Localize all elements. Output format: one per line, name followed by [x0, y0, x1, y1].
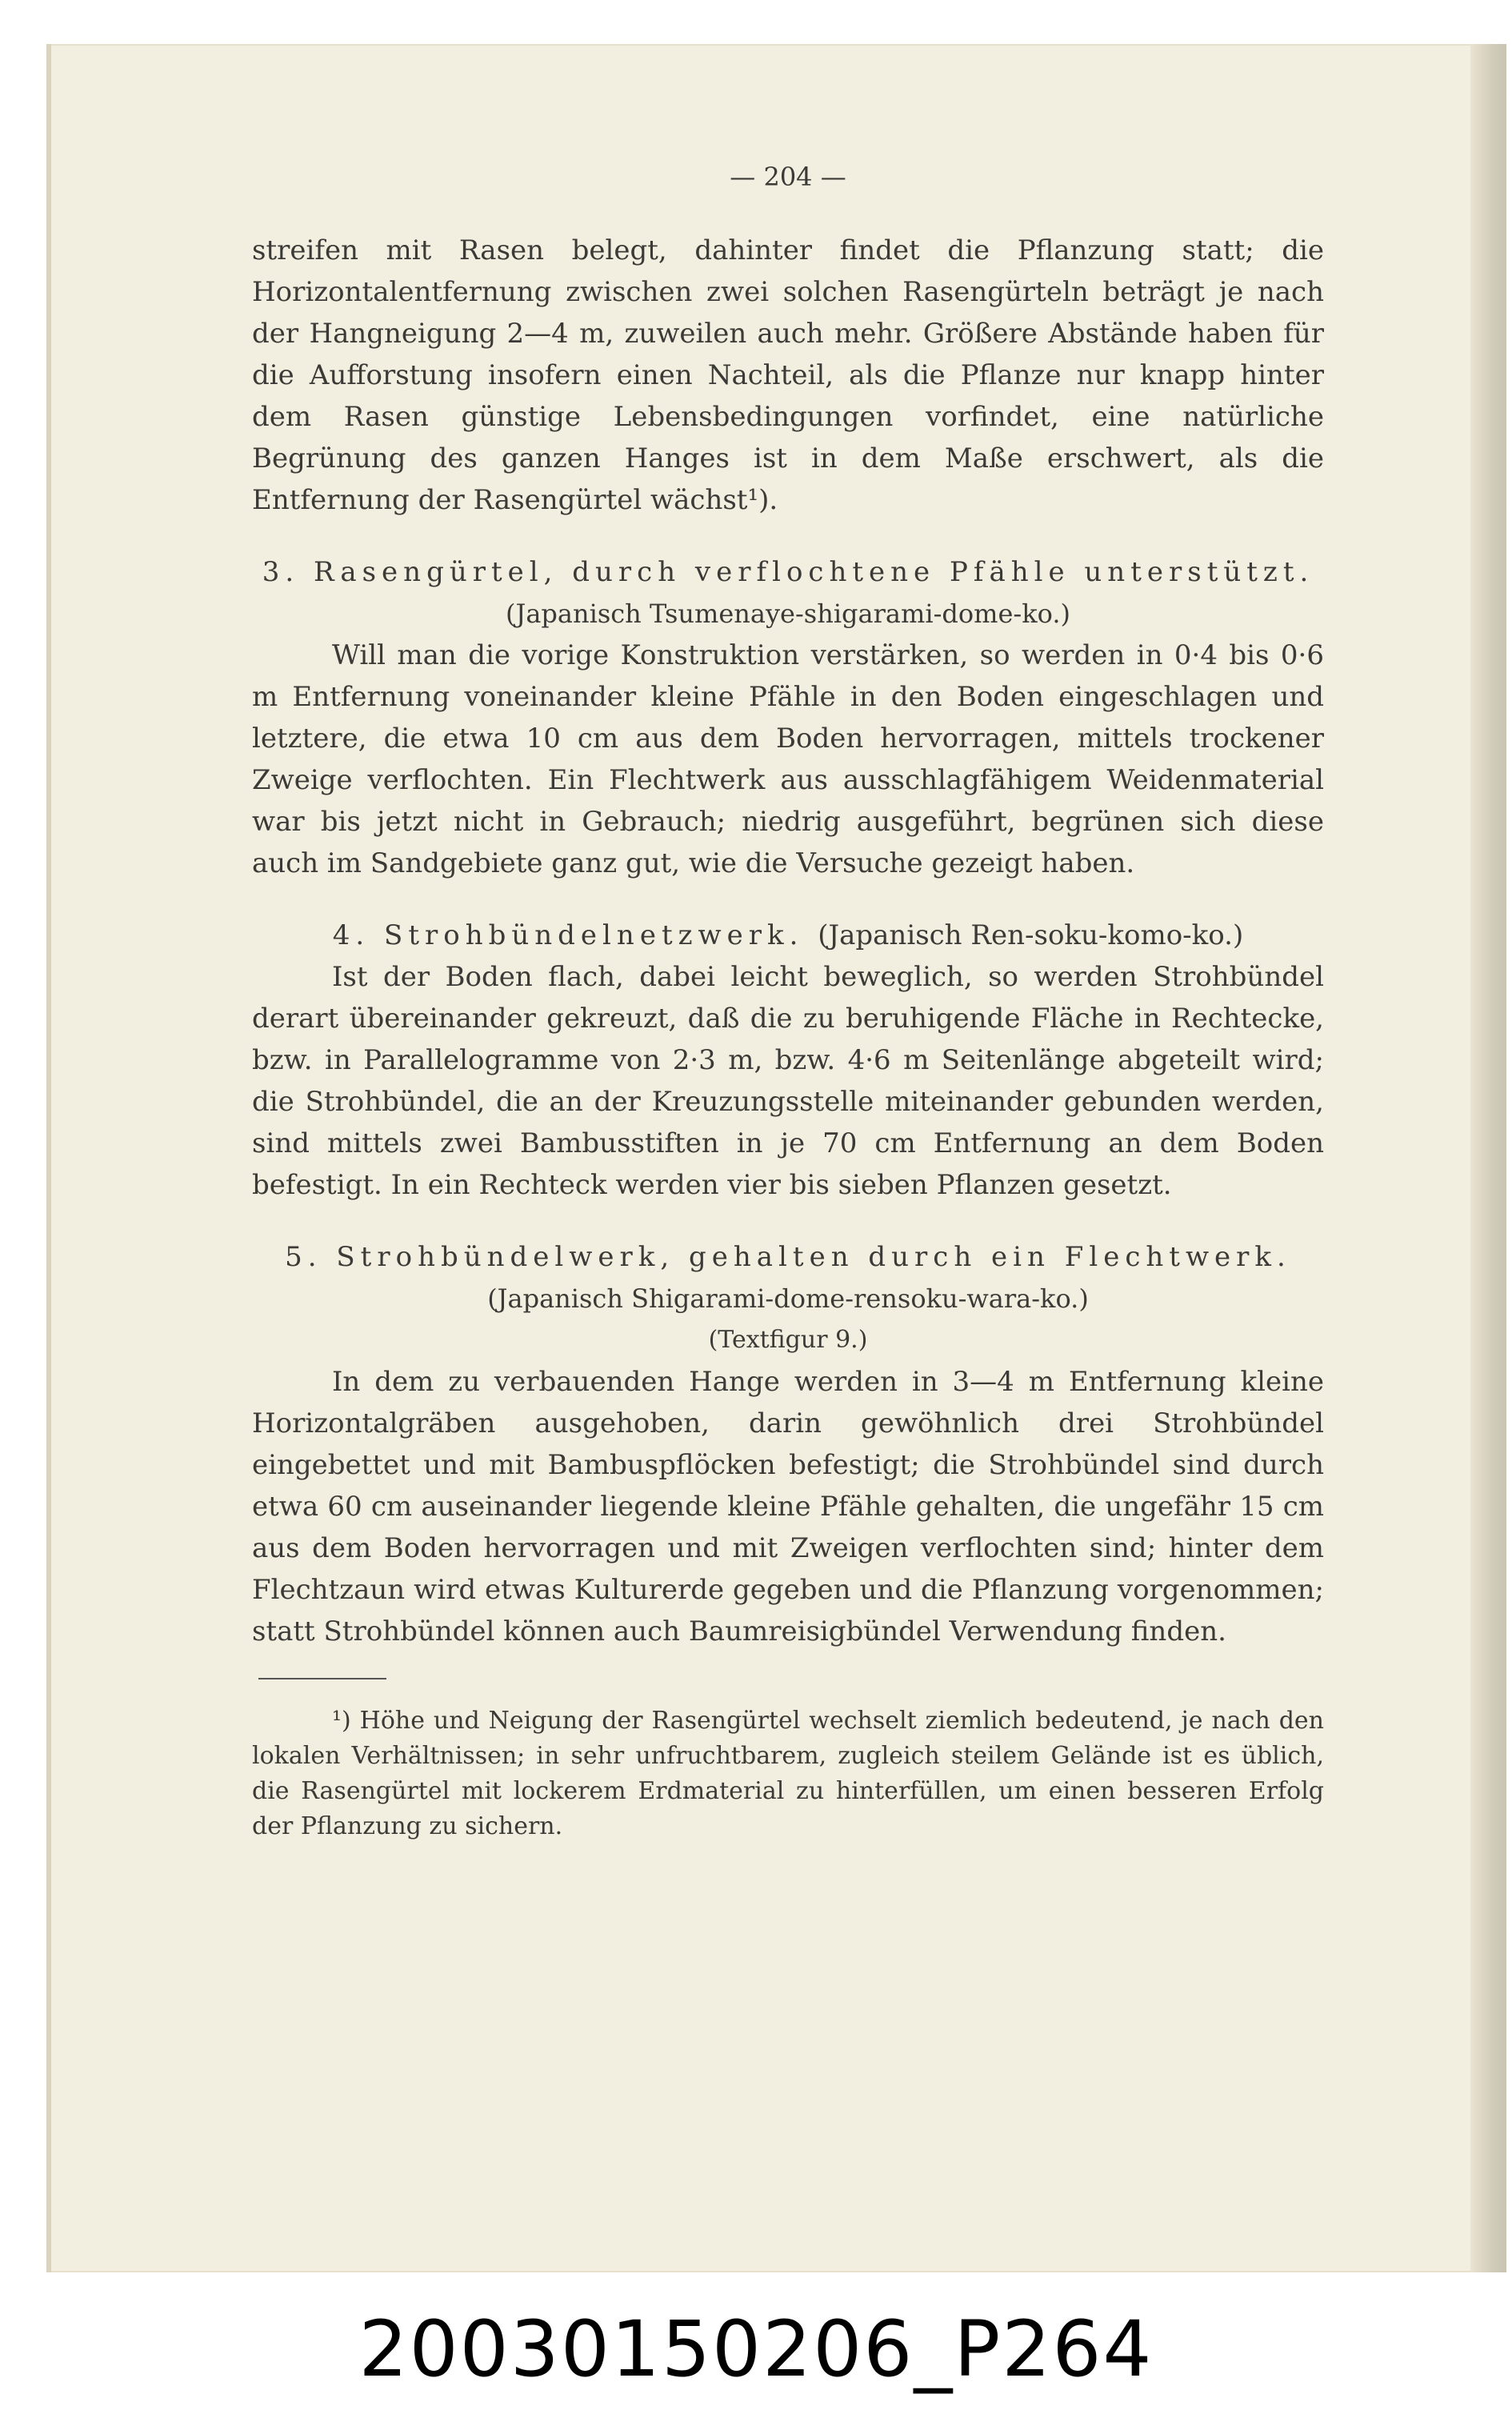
catalog-id-label: 20030150206_P264 — [358, 2304, 1154, 2394]
section-4-text: Ist der Boden flach, dabei leicht beweglich, so werden Strohbündel derart übereinander gekreuzt, daß die zu beruhigende Fläche in Rechtecke, bzw. in Parallelogramme von 2·3 m, bzw. 4·6 m Seitenlänge abgeteilt wird; die Strohbündel, die an der Kreuzungsstelle miteinander gebunden werden, sind mittels zwei Bambusstiften in je 70 cm Entfernung an dem Boden befestigt. In ein Rechteck werden vier bis sieben Pflanzen gesetzt. — [252, 961, 1324, 1201]
section-4-heading-line — [252, 915, 1324, 956]
figure-reference: (Textfigur 9.) — [708, 1326, 868, 1354]
section-4-heading-suffix: (Japanisch Ren-soku-komo-ko.) — [818, 919, 1244, 951]
page-text-block — [252, 156, 1324, 1868]
page-spine — [1470, 44, 1506, 2272]
page-number: — 204 — — [730, 162, 846, 192]
section-3-heading: 3. Rasengürtel, durch verflochtene Pfähle unterstützt. — [262, 556, 1314, 588]
section-4-heading: 4. Strohbündelnetzwerk. — [332, 919, 804, 951]
section-3-subheading: (Japanisch Tsumenaye-shigarami-dome-ko.) — [506, 598, 1070, 629]
page-left-edge — [46, 44, 51, 2272]
section-5-subheading: (Japanisch Shigarami-dome-rensoku-wara-ko.) — [487, 1283, 1089, 1314]
section-5-heading: 5. Strohbündelwerk, gehalten durch ein Flechtwerk. — [285, 1241, 1291, 1273]
footnote-divider — [258, 1678, 386, 1679]
paragraph-continuation: streifen mit Rasen belegt, dahinter findet die Pflanzung statt; die Horizontalentfernung zwischen zwei solchen Rasengürteln beträgt je nach der Hangneigung 2—4 m, zuweilen auch mehr. Größere Abstände haben für die Aufforstung insofern einen Nachteil, als die Pflanze nur knapp hinter dem Rasen günstige Lebensbedingungen vorfindet, eine natürliche Begrünung des ganzen Hanges ist in dem Maße erschwert, als die Entfernung der Rasengürtel wächst¹). — [252, 234, 1324, 516]
section-5-text: In dem zu verbauenden Hange werden in 3—4 m Entfernung kleine Horizontalgräben ausgehoben, darin gewöhnlich drei Strohbündel eingebettet und mit Bambuspflöcken befestigt; die Strohbündel sind durch etwa 60 cm auseinander liegende kleine Pfähle gehalten, die ungefähr 15 cm aus dem Boden hervorragen und mit Zweigen verflochten sind; hinter dem Flechtzaun wird etwas Kulturerde gegeben und die Pflanzung vorgenommen; statt Strohbündel können auch Baumreisigbündel Verwendung finden. — [252, 1366, 1324, 1647]
footnote: ¹) Höhe und Neigung der Rasengürtel wechselt ziemlich bedeutend, je nach den lokalen Verhältnissen; in sehr unfruchtbarem, zugleich steilem Gelände ist es üblich, die Rasengürtel mit lockerem Erdmaterial zu hinterfüllen, um einen besseren Erfolg der Pflanzung zu sichern. — [252, 1707, 1324, 1840]
section-3-text: Will man die vorige Konstruktion verstärken, so werden in 0·4 bis 0·6 m Entfernung voneinander kleine Pfähle in den Boden eingeschlagen und letztere, die etwa 10 cm aus dem Boden hervorragen, mittels trockener Zweige verflochten. Ein Flechtwerk aus ausschlagfähigem Weidenmaterial war bis jetzt nicht in Gebrauch; niedrig ausgeführt, begrünen sich diese auch im Sandgebiete ganz gut, wie die Versuche gezeigt haben. — [252, 639, 1324, 879]
